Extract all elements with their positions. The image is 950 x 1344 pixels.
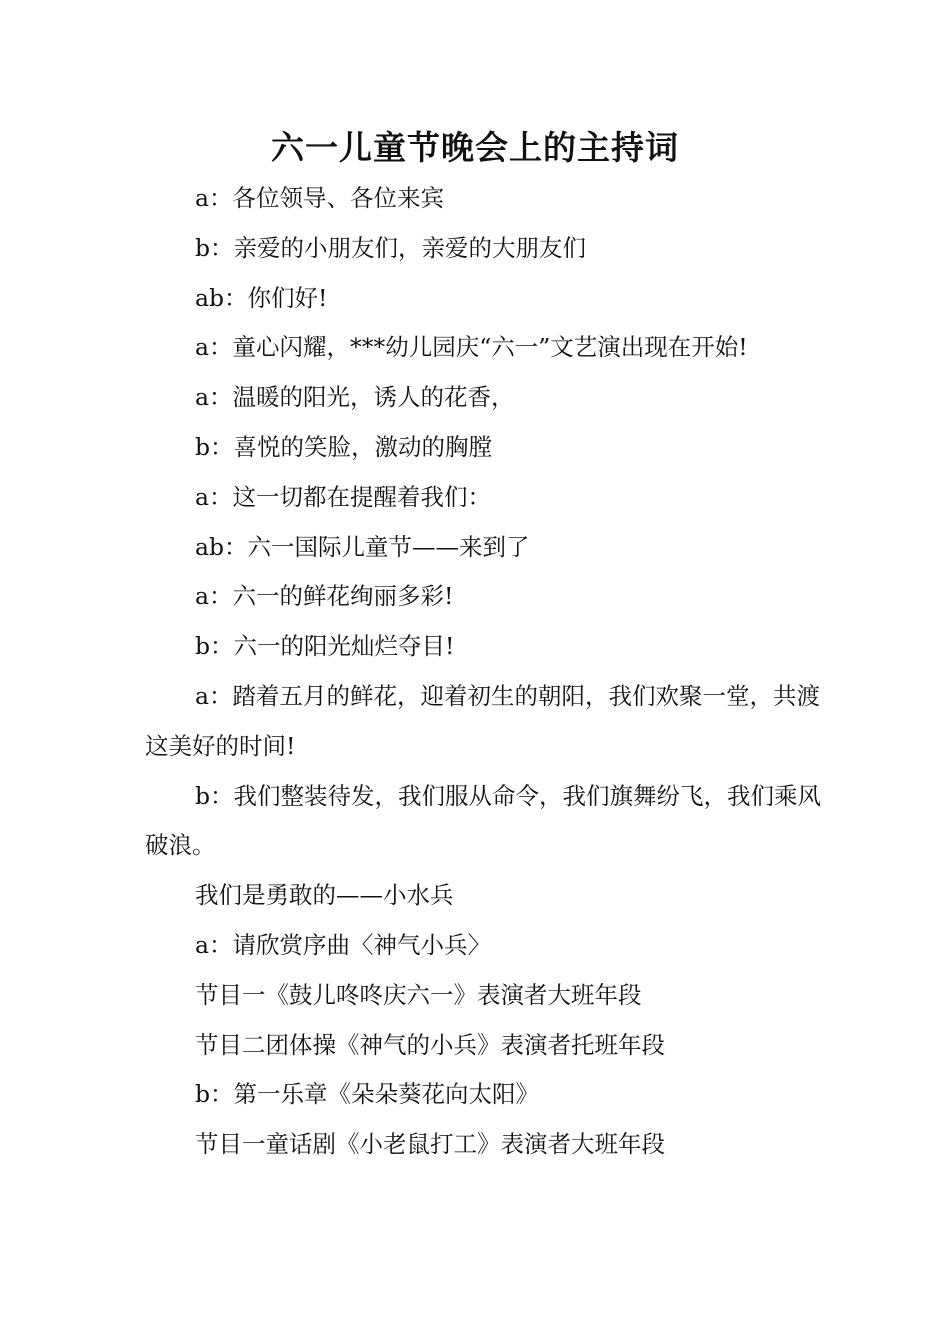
paragraph: 节目一童话剧《小老鼠打工》表演者大班年段 (195, 1130, 665, 1159)
paragraph: b：第一乐章《朵朵葵花向太阳》 (195, 1080, 540, 1109)
document-body (145, 174, 835, 1170)
paragraph: a：各位领导、各位来宾 (195, 184, 445, 212)
paragraph: a：请欣赏序曲〈神气小兵〉 (195, 930, 492, 959)
paragraph: a：六一的鲜花绚丽多彩! (195, 582, 454, 611)
paragraph: b：喜悦的笑脸，激动的胸膛 (195, 432, 493, 461)
paragraph: a：这一切都在提醒着我们： (195, 482, 492, 511)
paragraph: 节目二团体操《神气的小兵》表演者托班年段 (195, 1030, 665, 1059)
paragraph: b：亲爱的小朋友们，亲爱的大朋友们 (195, 233, 587, 262)
document-title: 六一儿童节晚会上的主持词 (271, 128, 679, 167)
paragraph: 我们是勇敢的——小水兵 (195, 881, 454, 910)
paragraph: a：踏着五月的鲜花，迎着初生的朝阳，我们欢聚一堂，共渡这美好的时间! (145, 681, 821, 760)
paragraph: ab：你们好! (195, 283, 328, 312)
paragraph: 节目一《鼓儿咚咚庆六一》表演者大班年段 (195, 980, 642, 1009)
paragraph: a：童心闪耀，***幼儿园庆“六一”文艺演出现在开始! (195, 333, 748, 362)
paragraph: a：温暖的阳光，诱人的花香， (195, 383, 515, 412)
paragraph: b：我们整装待发，我们服从命令，我们旗舞纷飞，我们乘风破浪。 (145, 781, 822, 860)
paragraph: b：六一的阳光灿烂夺目! (195, 632, 455, 661)
paragraph: ab：六一国际儿童节——来到了 (195, 532, 530, 561)
